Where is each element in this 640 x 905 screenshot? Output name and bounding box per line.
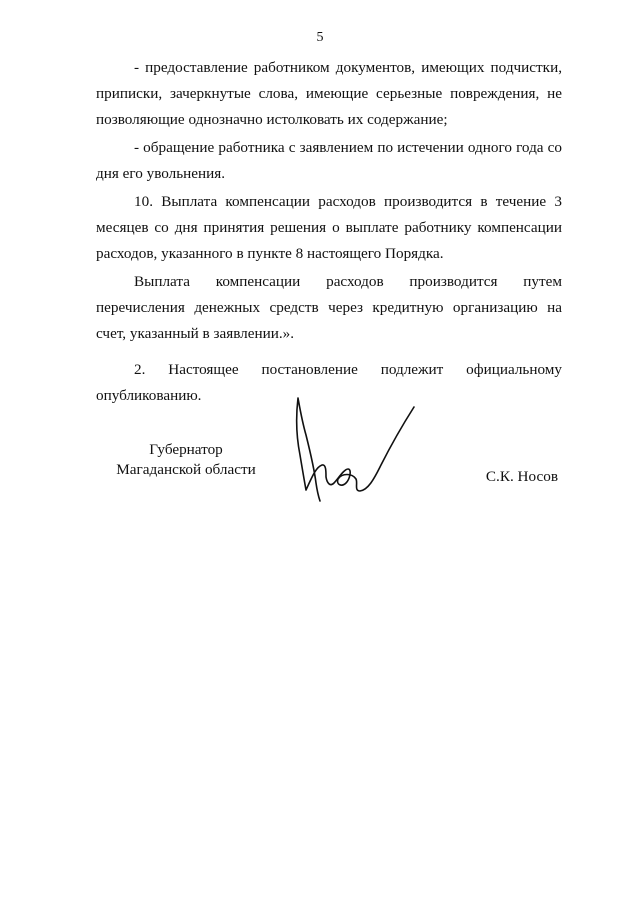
document-body [96, 55, 562, 409]
paragraph-clause-2: 2. Настоящее постановление подлежит официальному опубликованию. [96, 361, 562, 404]
paragraph-item-1: - предоставление работником документов, имеющих подчистки, приписки, зачеркнутые слова, имеющие серьезные повреждения, не позволяющие однозначно истолковать их содержание; [96, 59, 562, 128]
governor-title [96, 440, 276, 480]
governor-title-line1: Губернатор [149, 441, 223, 458]
paragraph-item-2: - обращение работника с заявлением по истечении одного года со дня его увольнения. [96, 139, 562, 182]
governor-name: С.К. Носов [485, 468, 558, 485]
paragraph-payment: Выплата компенсации расходов производится путем перечисления денежных средств через кредитную организацию на счет, указанный в заявлении.». [96, 273, 562, 342]
page-number: 5 [316, 30, 324, 45]
paragraph-clause-10: 10. Выплата компенсации расходов производится в течение 3 месяцев со дня принятия решения о выплате работнику компенсации расходов, указанного в пункте 8 настоящего Порядка. [96, 193, 562, 262]
signature-icon [290, 395, 420, 510]
governor-title-line2: Магаданской области [116, 461, 256, 478]
